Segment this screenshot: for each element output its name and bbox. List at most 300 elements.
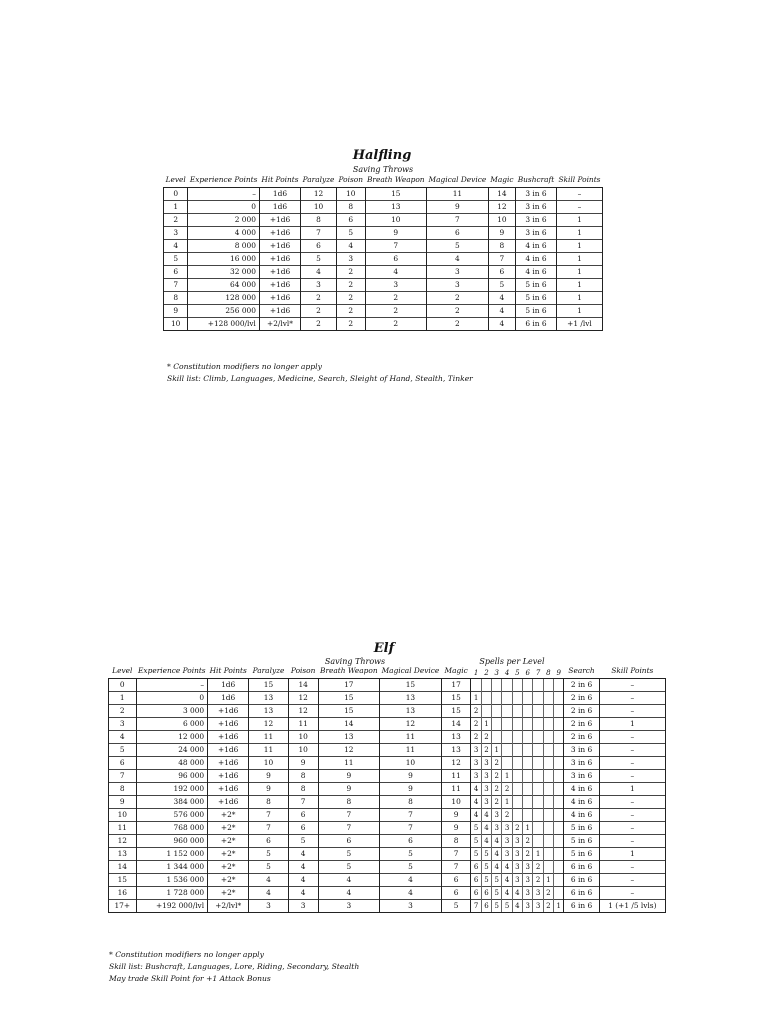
table-cell: 3 (471, 757, 481, 770)
table-cell: 5 (481, 874, 491, 887)
table-row (164, 266, 603, 279)
table-cell: 3 (481, 770, 491, 783)
table-cell: 2 (492, 757, 502, 770)
table-row (109, 757, 666, 770)
table-cell: 6 (365, 253, 427, 266)
table-row (109, 705, 666, 718)
table-cell: 17 (441, 679, 471, 692)
table-cell (554, 783, 564, 796)
table-cell: 4 (301, 266, 337, 279)
table-cell: 4 (288, 887, 318, 900)
table-row (109, 679, 666, 692)
table-cell (543, 744, 553, 757)
table-cell: 14 (441, 718, 471, 731)
header-spell-level-7: 7 (535, 669, 541, 677)
header-spell-level-5: 5 (515, 669, 520, 677)
table-cell: 8 (488, 240, 515, 253)
table-cell: 5 (441, 900, 471, 913)
table-cell: – (599, 809, 665, 822)
table-cell: 1 728 000 (136, 887, 208, 900)
halfling-notes (167, 361, 473, 385)
table-row (109, 731, 666, 744)
elf-note-attack-trade: May trade Skill Point for +1 Attack Bonus (109, 974, 271, 983)
table-cell (533, 809, 543, 822)
table-cell: 9 (318, 783, 380, 796)
table-cell: 11 (109, 822, 137, 835)
table-cell: 3 (380, 900, 442, 913)
table-cell (523, 679, 533, 692)
table-row (109, 718, 666, 731)
table-cell: 4 (502, 861, 512, 874)
table-cell (533, 705, 543, 718)
elf-note-constitution: * Constitution modifiers no longer apply (109, 950, 264, 959)
table-cell: +2* (208, 835, 249, 848)
table-cell: 6 (336, 214, 365, 227)
table-cell: 4 (481, 835, 491, 848)
table-cell (554, 757, 564, 770)
table-cell: 10 (164, 318, 188, 331)
table-cell: 5 (164, 253, 188, 266)
table-cell: 1 (556, 266, 602, 279)
table-cell (492, 705, 502, 718)
table-cell: 96 000 (136, 770, 208, 783)
table-cell: 4 in 6 (516, 253, 557, 266)
table-cell: 6 (471, 887, 481, 900)
table-cell: 8 (380, 796, 442, 809)
table-cell: 1 (+1 /5 lvls) (599, 900, 665, 913)
table-cell: 1d6 (259, 201, 300, 214)
table-cell: 5 (492, 874, 502, 887)
header-experience-points: Experience Points (189, 175, 258, 184)
table-cell: – (599, 705, 665, 718)
table-cell: 6 (441, 887, 471, 900)
table-row (109, 887, 666, 900)
table-cell (543, 770, 553, 783)
table-cell: 1 (481, 718, 491, 731)
table-cell: 7 (318, 809, 380, 822)
table-cell: 3 (109, 718, 137, 731)
table-cell (554, 718, 564, 731)
table-cell: 6 (288, 809, 318, 822)
table-cell: 3 (533, 900, 543, 913)
table-cell: 384 000 (136, 796, 208, 809)
table-cell: 7 (365, 240, 427, 253)
table-cell: 8 (109, 783, 137, 796)
table-cell: +1d6 (208, 744, 249, 757)
table-cell: 12 (318, 744, 380, 757)
header-spell-level-3: 3 (494, 669, 499, 677)
table-cell: 13 (380, 705, 442, 718)
table-cell: 3 (336, 253, 365, 266)
table-cell: 3 (249, 900, 288, 913)
table-cell: +1d6 (208, 783, 249, 796)
table-cell (523, 705, 533, 718)
table-cell: 3 in 6 (516, 201, 557, 214)
table-cell: 7 (441, 848, 471, 861)
table-cell: 8 (164, 292, 188, 305)
table-cell: 2 (471, 731, 481, 744)
table-cell (502, 718, 512, 731)
table-cell: 3 in 6 (516, 227, 557, 240)
table-cell: 4 (249, 887, 288, 900)
table-cell: 15 (249, 679, 288, 692)
table-cell (543, 731, 553, 744)
table-cell: 7 (488, 253, 515, 266)
header-bushcraft: Bushcraft (517, 175, 555, 184)
table-cell: +2* (208, 848, 249, 861)
table-cell: +192 000/lvl (136, 900, 208, 913)
table-cell: 7 (380, 809, 442, 822)
table-cell: +2* (208, 887, 249, 900)
table-cell (554, 809, 564, 822)
table-cell: 4 (512, 887, 522, 900)
table-cell: 5 (288, 835, 318, 848)
table-cell: 2 (523, 848, 533, 861)
table-cell: 7 (109, 770, 137, 783)
table-cell: +1d6 (259, 227, 300, 240)
table-cell (512, 744, 522, 757)
table-cell (554, 796, 564, 809)
table-cell (543, 822, 553, 835)
table-cell: – (599, 770, 665, 783)
table-cell: 1 (599, 783, 665, 796)
table-cell: 10 (488, 214, 515, 227)
table-cell: 3 (523, 861, 533, 874)
table-cell: 6 (164, 266, 188, 279)
table-cell: 12 (249, 718, 288, 731)
header-spell-level-6: 6 (525, 669, 530, 677)
header-poison: Poison (338, 175, 363, 184)
table-cell: 6 (288, 822, 318, 835)
table-cell: 12 (288, 705, 318, 718)
table-cell: 1 (556, 292, 602, 305)
table-cell: 11 (441, 783, 471, 796)
table-cell: – (599, 744, 665, 757)
table-cell (523, 757, 533, 770)
table-cell (512, 731, 522, 744)
table-cell: 9 (365, 227, 427, 240)
table-cell: 13 (249, 692, 288, 705)
table-cell: 2 in 6 (564, 705, 599, 718)
header-skill-points: Skill Points (611, 666, 654, 675)
table-cell: +2/lvl* (259, 318, 300, 331)
table-cell: 13 (249, 705, 288, 718)
table-cell: 14 (109, 861, 137, 874)
table-cell: 12 (380, 718, 442, 731)
table-cell (502, 692, 512, 705)
table-cell: 4 in 6 (564, 796, 599, 809)
header-magic: Magic (490, 175, 514, 184)
table-cell: 1 (556, 279, 602, 292)
table-cell (471, 679, 481, 692)
table-cell (543, 679, 553, 692)
table-cell: 5 (318, 848, 380, 861)
table-cell: 2 (481, 744, 491, 757)
table-cell: 6 (471, 861, 481, 874)
table-cell: 5 (492, 887, 502, 900)
table-cell: +2* (208, 874, 249, 887)
table-cell: – (599, 887, 665, 900)
elf-table (108, 666, 666, 913)
table-cell: 8 (249, 796, 288, 809)
table-cell (543, 835, 553, 848)
header-spell-level-8: 8 (546, 669, 551, 677)
header-breath-weapon: Breath Weapon (367, 175, 425, 184)
table-cell: 4 (249, 874, 288, 887)
table-cell: 6 (318, 835, 380, 848)
table-cell: 2 (481, 731, 491, 744)
table-cell (502, 679, 512, 692)
table-row (164, 305, 603, 318)
table-cell: 5 (471, 822, 481, 835)
table-cell (554, 848, 564, 861)
table-cell: – (599, 835, 665, 848)
table-cell: 6 in 6 (564, 900, 599, 913)
table-cell: 6 in 6 (564, 861, 599, 874)
table-cell: 10 (441, 796, 471, 809)
table-cell: 960 000 (136, 835, 208, 848)
table-cell: 6 in 6 (564, 887, 599, 900)
table-row (109, 861, 666, 874)
table-cell: 1 (556, 253, 602, 266)
table-cell: 2 (502, 783, 512, 796)
header-spell-level-1: 1 (473, 669, 479, 677)
header-breath-weapon: Breath Weapon (320, 666, 378, 675)
table-row (109, 822, 666, 835)
table-cell (543, 861, 553, 874)
table-cell: 6 (109, 757, 137, 770)
table-row (109, 796, 666, 809)
table-cell: 10 (365, 214, 427, 227)
table-cell: 11 (380, 744, 442, 757)
table-row (109, 744, 666, 757)
table-cell (523, 809, 533, 822)
table-cell: 8 (288, 770, 318, 783)
table-cell: 3 (481, 783, 491, 796)
table-cell (512, 757, 522, 770)
table-cell (481, 679, 491, 692)
halfling-table-body (164, 188, 603, 331)
table-cell: 4 (471, 783, 481, 796)
halfling-saving-throws-label: Saving Throws (352, 165, 414, 174)
table-cell: 2 (427, 305, 489, 318)
table-cell (554, 887, 564, 900)
table-cell (533, 731, 543, 744)
table-cell (502, 744, 512, 757)
table-cell: +1d6 (208, 705, 249, 718)
table-cell: 2 (533, 874, 543, 887)
table-cell: 2 (427, 318, 489, 331)
table-cell: 13 (441, 744, 471, 757)
header-hit-points: Hit Points (209, 666, 247, 675)
table-cell (543, 796, 553, 809)
table-cell: 2 (533, 861, 543, 874)
table-cell: 12 (488, 201, 515, 214)
table-cell: 3 (512, 861, 522, 874)
table-cell: 15 (441, 705, 471, 718)
table-cell: 15 (441, 692, 471, 705)
elf-notes (109, 949, 359, 985)
table-cell: 4 (288, 848, 318, 861)
table-cell (533, 718, 543, 731)
table-row (109, 809, 666, 822)
table-cell (523, 692, 533, 705)
table-cell: 9 (380, 783, 442, 796)
table-cell: 2 (471, 718, 481, 731)
table-row (109, 770, 666, 783)
table-cell: 4 in 6 (564, 809, 599, 822)
table-cell: 10 (288, 744, 318, 757)
table-cell: 4 (336, 240, 365, 253)
table-cell: 15 (365, 188, 427, 201)
header-search: Search (568, 666, 595, 675)
table-cell: +128 000/lvl (188, 318, 260, 331)
table-cell: 7 (427, 214, 489, 227)
table-cell: 576 000 (136, 809, 208, 822)
table-cell: 5 (481, 861, 491, 874)
table-cell: 6 (471, 874, 481, 887)
table-cell: – (599, 692, 665, 705)
table-cell (512, 692, 522, 705)
table-cell: 3 (502, 835, 512, 848)
table-cell: 6 (301, 240, 337, 253)
table-cell: 4 (365, 266, 427, 279)
table-cell: 5 (471, 835, 481, 848)
table-cell (554, 861, 564, 874)
table-cell: 3 (512, 848, 522, 861)
table-row (164, 318, 603, 331)
table-cell: 12 000 (136, 731, 208, 744)
table-cell: 4 (492, 848, 502, 861)
table-cell (512, 705, 522, 718)
header-skill-points: Skill Points (558, 175, 601, 184)
table-cell: 3 in 6 (516, 188, 557, 201)
table-cell: 3 (523, 900, 533, 913)
table-cell: 2 (109, 705, 137, 718)
table-cell: +1 /lvl (556, 318, 602, 331)
table-cell: 2 (471, 705, 481, 718)
table-cell: 4 in 6 (516, 240, 557, 253)
table-row (164, 253, 603, 266)
table-cell: 3 in 6 (564, 744, 599, 757)
table-cell: 2 (512, 822, 522, 835)
table-cell: +1d6 (259, 266, 300, 279)
table-cell: 5 in 6 (516, 305, 557, 318)
table-cell: 1 (556, 240, 602, 253)
table-cell: 1 536 000 (136, 874, 208, 887)
table-cell: 2 (164, 214, 188, 227)
table-cell: 9 (249, 770, 288, 783)
table-cell (543, 757, 553, 770)
table-cell: +1d6 (208, 718, 249, 731)
table-cell: +1d6 (259, 279, 300, 292)
table-cell: 6 (488, 266, 515, 279)
table-cell (502, 731, 512, 744)
header-paralyze: Paralyze (302, 175, 335, 184)
table-cell: 6 (380, 835, 442, 848)
header-spell-level-9: 9 (556, 669, 561, 677)
header-magic: Magic (444, 666, 468, 675)
table-cell: 6 (427, 227, 489, 240)
table-cell: 3 (512, 874, 522, 887)
table-cell: 3 (492, 822, 502, 835)
table-cell: 4 (502, 874, 512, 887)
table-cell (554, 874, 564, 887)
table-cell: 5 (380, 861, 442, 874)
table-cell: 6 (249, 835, 288, 848)
table-cell: 1 (554, 900, 564, 913)
table-cell (512, 783, 522, 796)
table-row (164, 227, 603, 240)
table-cell: 2 (365, 305, 427, 318)
header-hit-points: Hit Points (261, 175, 299, 184)
table-cell: 1 (502, 770, 512, 783)
table-cell: 7 (318, 822, 380, 835)
table-cell: 2 (523, 835, 533, 848)
table-cell: 5 (488, 279, 515, 292)
halfling-table (163, 175, 603, 331)
table-cell: 4 (512, 900, 522, 913)
table-cell (523, 731, 533, 744)
table-cell: 9 (441, 822, 471, 835)
table-cell: 7 (471, 900, 481, 913)
table-cell (523, 770, 533, 783)
table-cell: 11 (249, 744, 288, 757)
table-cell (543, 783, 553, 796)
table-cell: 128 000 (188, 292, 260, 305)
table-cell: 4 000 (188, 227, 260, 240)
table-cell: 4 (288, 874, 318, 887)
table-cell: +1d6 (259, 214, 300, 227)
table-cell: 768 000 (136, 822, 208, 835)
table-row (109, 900, 666, 913)
table-cell: 12 (301, 188, 337, 201)
header-level: Level (165, 175, 186, 184)
table-cell: 5 (502, 900, 512, 913)
table-cell: 1 (599, 718, 665, 731)
table-cell: 5 in 6 (516, 292, 557, 305)
table-cell: 10 (249, 757, 288, 770)
table-cell: 0 (164, 188, 188, 201)
table-cell: 3 (502, 822, 512, 835)
table-cell: 11 (318, 757, 380, 770)
table-cell: 3 in 6 (516, 214, 557, 227)
table-cell: 5 (492, 900, 502, 913)
table-cell: 7 (441, 861, 471, 874)
table-row (109, 874, 666, 887)
table-cell: 10 (336, 188, 365, 201)
table-cell: 4 (492, 861, 502, 874)
table-cell (481, 705, 491, 718)
table-cell: 9 (109, 796, 137, 809)
table-cell: 3 (471, 770, 481, 783)
table-cell: 7 (288, 796, 318, 809)
table-cell: 6 (441, 874, 471, 887)
table-cell: 3 (427, 279, 489, 292)
table-cell: 8 (441, 835, 471, 848)
table-cell (543, 809, 553, 822)
table-cell (533, 744, 543, 757)
table-cell: – (599, 679, 665, 692)
table-cell (492, 731, 502, 744)
table-cell (512, 796, 522, 809)
table-cell: 24 000 (136, 744, 208, 757)
table-cell: 0 (109, 679, 137, 692)
table-cell: 9 (288, 757, 318, 770)
table-cell: – (136, 679, 208, 692)
table-cell: +1d6 (259, 292, 300, 305)
table-cell: 2 (301, 305, 337, 318)
